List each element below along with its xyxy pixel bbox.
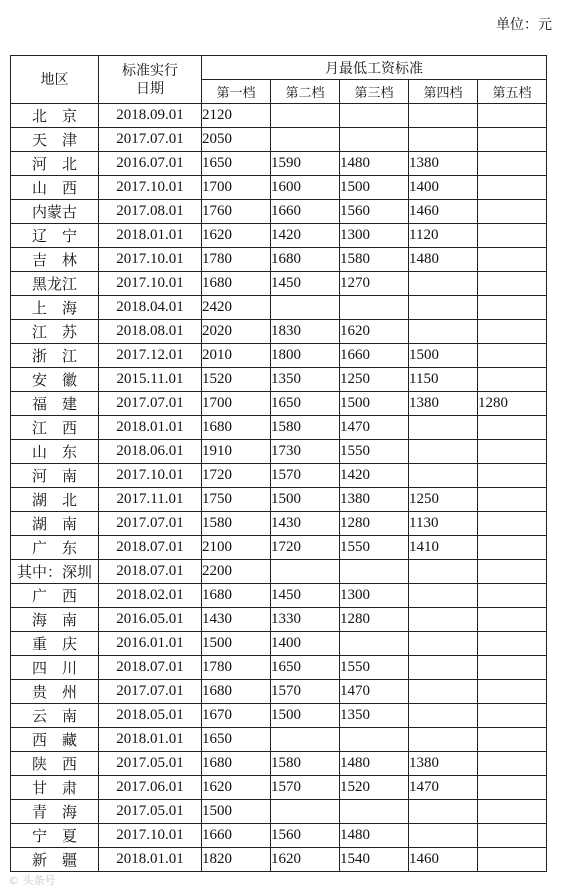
wage-cell-tier-1: 1720 [202, 464, 271, 488]
wage-cell-tier-5 [478, 680, 547, 704]
wage-cell-tier-3: 1250 [340, 368, 409, 392]
wage-cell-tier-2: 1450 [271, 584, 340, 608]
date-cell: 2017.12.01 [99, 344, 202, 368]
wage-cell-tier-1: 2100 [202, 536, 271, 560]
wage-cell-tier-1: 1680 [202, 272, 271, 296]
wage-cell-tier-4: 1460 [409, 200, 478, 224]
wage-cell-tier-4 [409, 296, 478, 320]
region-cell: 湖 北 [11, 488, 99, 512]
wage-cell-tier-4 [409, 824, 478, 848]
wage-cell-tier-3 [340, 296, 409, 320]
date-cell: 2017.11.01 [99, 488, 202, 512]
wage-cell-tier-4: 1250 [409, 488, 478, 512]
wage-cell-tier-4 [409, 632, 478, 656]
wage-cell-tier-4: 1460 [409, 848, 478, 872]
wage-cell-tier-5 [478, 488, 547, 512]
region-cell: 甘 肃 [11, 776, 99, 800]
wage-cell-tier-1: 2420 [202, 296, 271, 320]
table-row [11, 560, 547, 584]
table-row [11, 368, 547, 392]
wage-cell-tier-5 [478, 608, 547, 632]
wage-cell-tier-4: 1380 [409, 152, 478, 176]
wage-cell-tier-2 [271, 104, 340, 128]
wage-cell-tier-3: 1550 [340, 536, 409, 560]
wage-cell-tier-3: 1550 [340, 440, 409, 464]
wage-cell-tier-5 [478, 296, 547, 320]
wage-cell-tier-2: 1580 [271, 416, 340, 440]
wage-cell-tier-1: 1680 [202, 584, 271, 608]
region-cell: 新 疆 [11, 848, 99, 872]
wage-cell-tier-2: 1570 [271, 680, 340, 704]
table-row [11, 200, 547, 224]
date-cell: 2018.04.01 [99, 296, 202, 320]
wage-cell-tier-3: 1550 [340, 656, 409, 680]
header-date-line2: 日期 [136, 80, 164, 97]
table-row [11, 104, 547, 128]
table-row [11, 152, 547, 176]
wage-cell-tier-2: 1620 [271, 848, 340, 872]
region-cell: 广 西 [11, 584, 99, 608]
wage-cell-tier-5 [478, 152, 547, 176]
wage-cell-tier-4: 1470 [409, 776, 478, 800]
wage-cell-tier-5 [478, 320, 547, 344]
wage-cell-tier-3: 1350 [340, 704, 409, 728]
wage-cell-tier-1: 1580 [202, 512, 271, 536]
region-cell: 北 京 [11, 104, 99, 128]
date-cell: 2016.07.01 [99, 152, 202, 176]
wage-cell-tier-5 [478, 800, 547, 824]
wage-cell-tier-1: 1760 [202, 200, 271, 224]
table-row [11, 488, 547, 512]
header-tier-4: 第四档 [409, 80, 478, 104]
wage-cell-tier-1: 2200 [202, 560, 271, 584]
date-cell: 2018.07.01 [99, 536, 202, 560]
region-cell: 天 津 [11, 128, 99, 152]
unit-label: 单位：元 [496, 17, 552, 33]
wage-cell-tier-3: 1280 [340, 608, 409, 632]
table-row [11, 128, 547, 152]
header-tier-3: 第三档 [340, 80, 409, 104]
wage-cell-tier-2: 1580 [271, 752, 340, 776]
header-region: 地区 [11, 56, 99, 104]
wage-cell-tier-3: 1380 [340, 488, 409, 512]
wage-cell-tier-4: 1380 [409, 752, 478, 776]
region-cell: 青 海 [11, 800, 99, 824]
wage-cell-tier-2 [271, 296, 340, 320]
wage-cell-tier-1: 2050 [202, 128, 271, 152]
table-row [11, 728, 547, 752]
table-row [11, 392, 547, 416]
wage-cell-tier-4 [409, 560, 478, 584]
wage-cell-tier-3: 1270 [340, 272, 409, 296]
wage-cell-tier-2 [271, 560, 340, 584]
region-cell: 宁 夏 [11, 824, 99, 848]
wage-cell-tier-1: 1650 [202, 152, 271, 176]
wage-cell-tier-1: 1700 [202, 176, 271, 200]
wage-cell-tier-3: 1580 [340, 248, 409, 272]
table-row [11, 512, 547, 536]
wage-cell-tier-3 [340, 104, 409, 128]
wage-cell-tier-1: 1780 [202, 248, 271, 272]
wage-cell-tier-3: 1300 [340, 584, 409, 608]
table-row [11, 272, 547, 296]
watermark: © 头条号 [8, 874, 56, 887]
header-date-line1: 标准实行 [122, 62, 178, 79]
wage-cell-tier-1: 1620 [202, 776, 271, 800]
wage-cell-tier-2: 1500 [271, 488, 340, 512]
date-cell: 2017.07.01 [99, 680, 202, 704]
wage-cell-tier-5 [478, 536, 547, 560]
wage-cell-tier-4 [409, 656, 478, 680]
wage-cell-tier-2 [271, 800, 340, 824]
wage-cell-tier-1: 1430 [202, 608, 271, 632]
date-cell: 2017.10.01 [99, 824, 202, 848]
table-row [11, 848, 547, 872]
region-cell: 贵 州 [11, 680, 99, 704]
wage-cell-tier-3 [340, 800, 409, 824]
wage-cell-tier-3: 1620 [340, 320, 409, 344]
date-cell: 2016.01.01 [99, 632, 202, 656]
wage-cell-tier-2: 1650 [271, 392, 340, 416]
wage-cell-tier-5 [478, 776, 547, 800]
wage-cell-tier-1: 1680 [202, 680, 271, 704]
wage-cell-tier-1: 1650 [202, 728, 271, 752]
wage-cell-tier-2: 1800 [271, 344, 340, 368]
wage-cell-tier-2: 1660 [271, 200, 340, 224]
wage-cell-tier-4 [409, 608, 478, 632]
wage-cell-tier-5 [478, 728, 547, 752]
wage-cell-tier-3: 1470 [340, 680, 409, 704]
region-cell: 海 南 [11, 608, 99, 632]
wage-cell-tier-5 [478, 224, 547, 248]
region-cell: 上 海 [11, 296, 99, 320]
wage-cell-tier-4 [409, 128, 478, 152]
wage-cell-tier-5 [478, 128, 547, 152]
region-cell: 吉 林 [11, 248, 99, 272]
wage-cell-tier-2: 1420 [271, 224, 340, 248]
wage-cell-tier-5 [478, 632, 547, 656]
minimum-wage-table [10, 55, 547, 872]
wage-cell-tier-5 [478, 368, 547, 392]
wage-cell-tier-5 [478, 464, 547, 488]
wage-cell-tier-4: 1120 [409, 224, 478, 248]
region-cell: 湖 南 [11, 512, 99, 536]
wage-cell-tier-1: 1910 [202, 440, 271, 464]
wage-cell-tier-4 [409, 272, 478, 296]
wage-cell-tier-3 [340, 728, 409, 752]
wage-cell-tier-1: 1670 [202, 704, 271, 728]
region-cell: 黑龙江 [11, 272, 99, 296]
wage-cell-tier-5 [478, 512, 547, 536]
wage-cell-tier-1: 2120 [202, 104, 271, 128]
region-cell: 江 西 [11, 416, 99, 440]
date-cell: 2018.01.01 [99, 728, 202, 752]
wage-cell-tier-2: 1650 [271, 656, 340, 680]
date-cell: 2018.01.01 [99, 416, 202, 440]
table-row [11, 800, 547, 824]
wage-cell-tier-4 [409, 320, 478, 344]
region-cell: 安 徽 [11, 368, 99, 392]
table-row [11, 704, 547, 728]
wage-cell-tier-1: 1750 [202, 488, 271, 512]
date-cell: 2018.08.01 [99, 320, 202, 344]
wage-cell-tier-5 [478, 104, 547, 128]
wage-cell-tier-2: 1720 [271, 536, 340, 560]
region-cell: 广 东 [11, 536, 99, 560]
date-cell: 2017.10.01 [99, 464, 202, 488]
wage-cell-tier-4: 1500 [409, 344, 478, 368]
wage-cell-tier-3: 1660 [340, 344, 409, 368]
wage-cell-tier-5 [478, 416, 547, 440]
table-body [11, 104, 547, 872]
date-cell: 2017.05.01 [99, 752, 202, 776]
wage-cell-tier-5 [478, 344, 547, 368]
table-row [11, 224, 547, 248]
table-row [11, 656, 547, 680]
wage-cell-tier-4: 1380 [409, 392, 478, 416]
wage-cell-tier-1: 1780 [202, 656, 271, 680]
wage-cell-tier-1: 1680 [202, 416, 271, 440]
table-row [11, 248, 547, 272]
wage-cell-tier-5 [478, 176, 547, 200]
wage-cell-tier-4 [409, 416, 478, 440]
wage-cell-tier-1: 2010 [202, 344, 271, 368]
header-wage-group: 月最低工资标准 [202, 56, 547, 80]
wage-cell-tier-1: 2020 [202, 320, 271, 344]
wage-cell-tier-1: 1500 [202, 800, 271, 824]
wage-cell-tier-2: 1570 [271, 776, 340, 800]
wage-cell-tier-2: 1430 [271, 512, 340, 536]
date-cell: 2017.10.01 [99, 248, 202, 272]
wage-cell-tier-4 [409, 464, 478, 488]
date-cell: 2015.11.01 [99, 368, 202, 392]
wage-cell-tier-4: 1400 [409, 176, 478, 200]
region-cell: 四 川 [11, 656, 99, 680]
wage-cell-tier-2 [271, 728, 340, 752]
wage-cell-tier-3: 1470 [340, 416, 409, 440]
date-cell: 2018.06.01 [99, 440, 202, 464]
wage-cell-tier-2 [271, 128, 340, 152]
region-cell: 重 庆 [11, 632, 99, 656]
wage-cell-tier-5 [478, 272, 547, 296]
region-cell: 浙 江 [11, 344, 99, 368]
wage-cell-tier-1: 1700 [202, 392, 271, 416]
wage-cell-tier-5 [478, 824, 547, 848]
table-row [11, 320, 547, 344]
wage-cell-tier-2: 1680 [271, 248, 340, 272]
date-cell: 2018.02.01 [99, 584, 202, 608]
region-cell: 云 南 [11, 704, 99, 728]
table-row [11, 296, 547, 320]
region-cell: 河 南 [11, 464, 99, 488]
table-row [11, 824, 547, 848]
wage-cell-tier-4 [409, 800, 478, 824]
wage-cell-tier-3 [340, 632, 409, 656]
wage-cell-tier-2: 1350 [271, 368, 340, 392]
table-row [11, 464, 547, 488]
table-row [11, 440, 547, 464]
wage-cell-tier-4 [409, 704, 478, 728]
wage-cell-tier-2: 1500 [271, 704, 340, 728]
wage-cell-tier-2: 1590 [271, 152, 340, 176]
date-cell: 2018.09.01 [99, 104, 202, 128]
wage-cell-tier-3: 1500 [340, 176, 409, 200]
date-cell: 2017.10.01 [99, 272, 202, 296]
wage-cell-tier-3: 1500 [340, 392, 409, 416]
wage-cell-tier-4: 1130 [409, 512, 478, 536]
wage-cell-tier-5 [478, 584, 547, 608]
wage-cell-tier-3: 1280 [340, 512, 409, 536]
wage-cell-tier-2: 1400 [271, 632, 340, 656]
wage-cell-tier-4: 1150 [409, 368, 478, 392]
table-header [11, 56, 547, 104]
wage-cell-tier-3: 1480 [340, 152, 409, 176]
header-tier-1: 第一档 [202, 80, 271, 104]
table-row [11, 632, 547, 656]
date-cell: 2017.08.01 [99, 200, 202, 224]
wage-cell-tier-4 [409, 440, 478, 464]
wage-cell-tier-1: 1520 [202, 368, 271, 392]
table-row [11, 584, 547, 608]
table-row [11, 608, 547, 632]
header-tier-5: 第五档 [478, 80, 547, 104]
wage-cell-tier-1: 1820 [202, 848, 271, 872]
date-cell: 2017.07.01 [99, 128, 202, 152]
table-row [11, 416, 547, 440]
region-cell: 山 西 [11, 176, 99, 200]
wage-cell-tier-3: 1480 [340, 752, 409, 776]
region-cell: 西 藏 [11, 728, 99, 752]
header-tier-2: 第二档 [271, 80, 340, 104]
wage-cell-tier-3 [340, 560, 409, 584]
region-cell: 辽 宁 [11, 224, 99, 248]
date-cell: 2016.05.01 [99, 608, 202, 632]
wage-cell-tier-3: 1520 [340, 776, 409, 800]
region-cell: 内蒙古 [11, 200, 99, 224]
region-cell: 陕 西 [11, 752, 99, 776]
wage-cell-tier-5 [478, 560, 547, 584]
wage-cell-tier-2: 1330 [271, 608, 340, 632]
header-date [99, 56, 202, 104]
wage-cell-tier-3: 1540 [340, 848, 409, 872]
date-cell: 2018.01.01 [99, 848, 202, 872]
date-cell: 2017.10.01 [99, 176, 202, 200]
wage-cell-tier-5 [478, 752, 547, 776]
wage-cell-tier-2: 1730 [271, 440, 340, 464]
table-row [11, 776, 547, 800]
wage-cell-tier-4 [409, 104, 478, 128]
wage-cell-tier-4 [409, 584, 478, 608]
wage-cell-tier-1: 1680 [202, 752, 271, 776]
region-cell: 其中：深圳 [11, 560, 99, 584]
wage-cell-tier-5 [478, 704, 547, 728]
wage-cell-tier-3: 1420 [340, 464, 409, 488]
region-cell: 山 东 [11, 440, 99, 464]
table-row [11, 344, 547, 368]
table-row [11, 752, 547, 776]
wage-cell-tier-2: 1600 [271, 176, 340, 200]
wage-cell-tier-5 [478, 848, 547, 872]
date-cell: 2017.07.01 [99, 512, 202, 536]
region-cell: 福 建 [11, 392, 99, 416]
table-row [11, 176, 547, 200]
date-cell: 2018.07.01 [99, 560, 202, 584]
region-cell: 河 北 [11, 152, 99, 176]
wage-cell-tier-3: 1480 [340, 824, 409, 848]
wage-cell-tier-1: 1620 [202, 224, 271, 248]
wage-cell-tier-3: 1560 [340, 200, 409, 224]
region-cell: 江 苏 [11, 320, 99, 344]
date-cell: 2017.05.01 [99, 800, 202, 824]
wage-cell-tier-3 [340, 128, 409, 152]
date-cell: 2017.07.01 [99, 392, 202, 416]
wage-cell-tier-4: 1410 [409, 536, 478, 560]
wage-cell-tier-2: 1450 [271, 272, 340, 296]
wage-cell-tier-5 [478, 440, 547, 464]
wage-cell-tier-4 [409, 728, 478, 752]
wage-cell-tier-5 [478, 656, 547, 680]
wage-cell-tier-2: 1570 [271, 464, 340, 488]
wage-cell-tier-5 [478, 200, 547, 224]
wage-cell-tier-4: 1480 [409, 248, 478, 272]
date-cell: 2018.07.01 [99, 656, 202, 680]
date-cell: 2018.05.01 [99, 704, 202, 728]
wage-cell-tier-2: 1560 [271, 824, 340, 848]
date-cell: 2017.06.01 [99, 776, 202, 800]
wage-cell-tier-3: 1300 [340, 224, 409, 248]
wage-cell-tier-5 [478, 248, 547, 272]
wage-cell-tier-5: 1280 [478, 392, 547, 416]
date-cell: 2018.01.01 [99, 224, 202, 248]
wage-cell-tier-1: 1660 [202, 824, 271, 848]
wage-cell-tier-4 [409, 680, 478, 704]
table-row [11, 536, 547, 560]
wage-cell-tier-2: 1830 [271, 320, 340, 344]
wage-cell-tier-1: 1500 [202, 632, 271, 656]
table-row [11, 680, 547, 704]
